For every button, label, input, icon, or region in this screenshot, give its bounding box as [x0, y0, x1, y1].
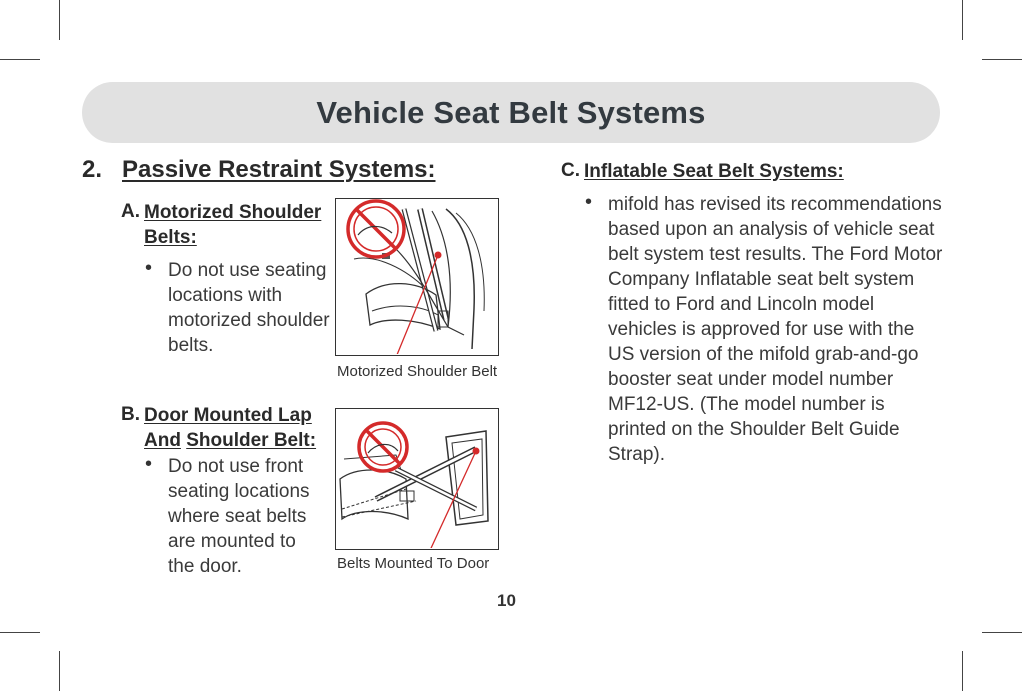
page-number: 10 — [497, 591, 516, 610]
crop-mark — [962, 651, 963, 691]
text-line: MF12-US. (The model number is — [608, 394, 885, 415]
crop-mark — [0, 632, 40, 633]
text-line: the door. — [168, 556, 242, 577]
text-line: printed on the Shoulder Belt Guide — [608, 419, 900, 440]
text-line: seating locations — [168, 481, 310, 502]
subsection-c-text — [608, 192, 942, 467]
text-line: belt system test results. The Ford Motor — [608, 244, 943, 265]
subsection-a-title — [144, 200, 321, 250]
bullet-c: • — [585, 191, 593, 213]
crop-mark — [59, 0, 60, 40]
text-line: US version of the mifold grab-and-go — [608, 344, 919, 365]
subsection-a-letter: A. — [121, 201, 140, 222]
page-title: Vehicle Seat Belt Systems — [316, 94, 706, 130]
text-line: Do not use seating — [168, 260, 327, 281]
crop-mark — [982, 632, 1022, 633]
subsection-c-title — [584, 159, 844, 184]
subsection-b-title — [144, 403, 316, 453]
crop-mark — [0, 59, 40, 60]
subsection-b-letter: B. — [121, 404, 140, 425]
text-line: Do not use front — [168, 456, 304, 477]
text-line: Strap). — [608, 444, 666, 465]
text-line: where seat belts — [168, 506, 307, 527]
subsection-b-text — [168, 454, 310, 579]
door-belt-caption: Belts Mounted To Door — [337, 555, 490, 572]
text-line: booster seat under model number — [608, 369, 894, 390]
subsection-c-title-text: Inflatable Seat Belt Systems: — [584, 161, 844, 182]
motorized-belt-illustration — [335, 198, 499, 356]
crop-mark — [962, 0, 963, 40]
text-line: motorized shoulder — [168, 310, 330, 331]
subsection-b-title-line1: Door Mounted Lap — [144, 405, 312, 426]
crop-mark — [982, 59, 1022, 60]
section-title: Passive Restraint Systems: — [122, 156, 436, 183]
subsection-a-text — [168, 258, 330, 358]
text-line: fitted to Ford and Lincoln model — [608, 294, 875, 315]
door-belt-illustration — [335, 408, 499, 550]
text-line: are mounted to — [168, 531, 296, 552]
text-line: based upon an analysis of vehicle seat — [608, 219, 935, 240]
crop-mark — [59, 651, 60, 691]
text-line: belts. — [168, 335, 214, 356]
text-line: vehicles is approved for use with the — [608, 319, 915, 340]
text-line: Company Inflatable seat belt system — [608, 269, 915, 290]
section-number: 2. — [82, 156, 103, 183]
subsection-b-title-line2a: And — [144, 430, 181, 451]
text-line: locations with — [168, 285, 283, 306]
title-bar — [82, 82, 940, 143]
subsection-b-title-line2b: Shoulder Belt: — [186, 430, 317, 451]
bullet-b: • — [145, 453, 153, 475]
text-line: mifold has revised its recommendations — [608, 194, 942, 215]
bullet-a: • — [145, 257, 153, 279]
motorized-belt-caption: Motorized Shoulder Belt — [337, 363, 498, 380]
subsection-a-title-line2: Belts: — [144, 227, 197, 248]
subsection-c-letter: C. — [561, 160, 580, 181]
subsection-a-title-line1: Motorized Shoulder — [144, 202, 322, 223]
